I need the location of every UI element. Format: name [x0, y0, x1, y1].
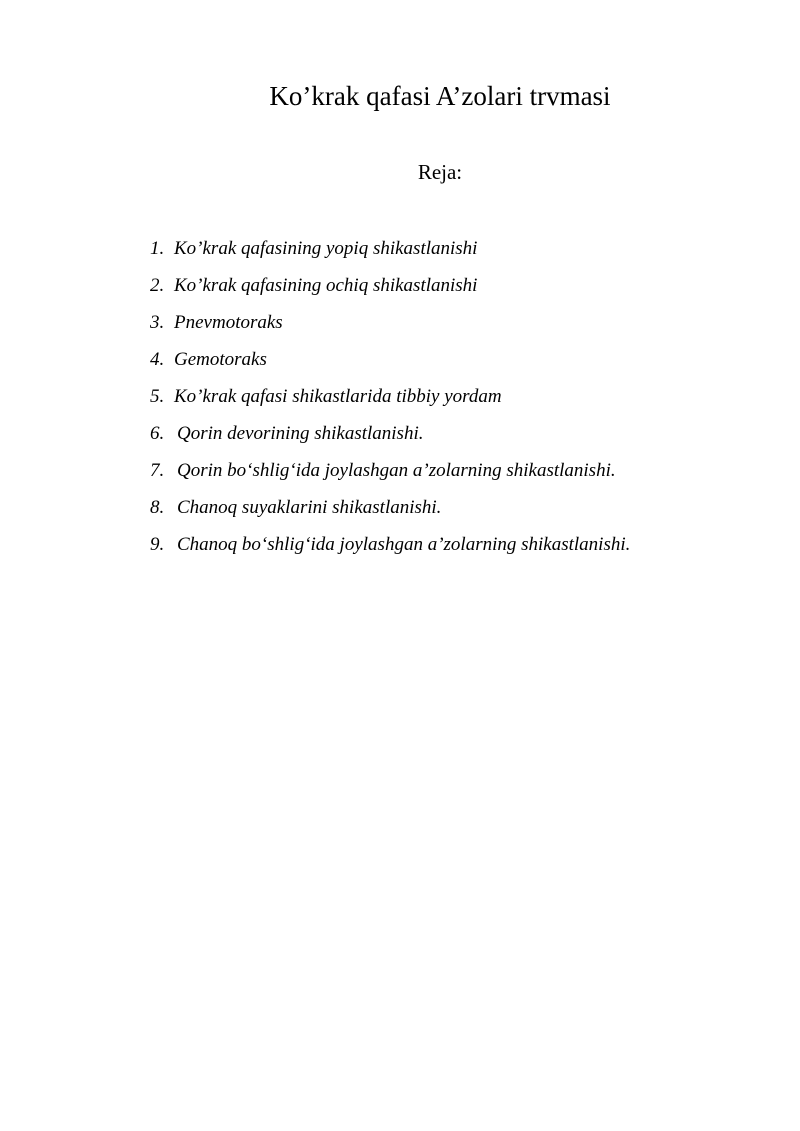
item-text: Ko’krak qafasining yopiq shikastlanishi [174, 238, 478, 259]
item-number: 7. [150, 460, 165, 481]
plan-item-5 [150, 378, 630, 415]
item-text: Chanoq bo‘shlig‘ida joylashgan a’zolarning shikastlanishi. [177, 534, 631, 555]
plan-item-4 [150, 341, 630, 378]
item-number: 6. [150, 423, 165, 444]
item-number: 9. [150, 534, 165, 555]
item-number: 1. [150, 238, 165, 259]
plan-item-7 [150, 452, 630, 489]
item-number: 8. [150, 497, 165, 518]
item-text: Ko’krak qafasi shikastlarida tibbiy yordam [174, 386, 502, 407]
document-title: Ko’krak qafasi A’zolari trvmasi [269, 81, 611, 111]
item-text: Chanoq suyaklarini shikastlanishi. [177, 497, 442, 518]
plan-item-8 [150, 489, 630, 526]
plan-list [150, 230, 630, 563]
item-text: Pnevmotoraks [174, 312, 283, 333]
item-number: 2. [150, 275, 165, 296]
item-number: 5. [150, 386, 165, 407]
item-number: 3. [150, 312, 165, 333]
item-text: Qorin bo‘shlig‘ida joylashgan a’zolarning shikastlanishi. [177, 460, 616, 481]
item-number: 4. [150, 349, 165, 370]
plan-item-9 [150, 526, 630, 563]
item-text: Gemotoraks [174, 349, 267, 370]
plan-item-1 [150, 230, 630, 267]
plan-item-3 [150, 304, 630, 341]
plan-item-2 [150, 267, 630, 304]
item-text: Qorin devorining shikastlanishi. [177, 423, 424, 444]
plan-heading: Reja: [417, 160, 463, 184]
item-text: Ko’krak qafasining ochiq shikastlanishi [174, 275, 478, 296]
plan-item-6 [150, 415, 630, 452]
